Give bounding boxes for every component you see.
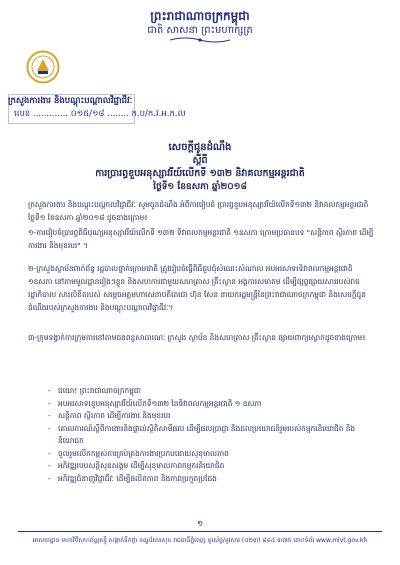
national-motto: ជាតិ សាសនា ព្រះមហាក្សត្រ <box>147 25 253 36</box>
list-item: - សន្តិភាព ស្ថិរភាព ដើម្បីការងារ និងមុខរបរ <box>48 411 171 420</box>
subject-label: ស្តីពី <box>192 155 208 166</box>
list-item: - ជយោ! ព្រះរាជាណាចក្រកម្ពុជា <box>48 386 141 395</box>
list-item: - គោលការណ៍ស្តីពីការងារនិងផ្ទាល់ស្ថិតិសាមីផល ដើម្បីផលប្រាជ្ញា និងជលប្រយោជន៍រួមរបស់កម្មករនិយោជិត និងនិយោជក <box>48 423 356 445</box>
ornament-divider-icon <box>170 36 230 44</box>
reference-number: លេខ ............. ០១៥/១៨ ........ ក.ប/ក.វ.អ.ក.ល <box>14 109 186 119</box>
footer-address: អាសយដ្ឋាន មហាវិថីសហព័ន្ធរុស្ស៊ី សង្កាត់ទឹកថ្លា ខណ្ឌសែនសុខ រាជធានីភ្នំពេញ ទូរស័ព្ទ/ទូរសារ (០២៣) ៨៨៤ ៣៧៥ គេហទំព័រ www.mlvt.gov.kh <box>32 537 368 544</box>
slogan-text: ជយោ! ព្រះរាជាណាចក្រកម្ពុជា <box>58 386 141 395</box>
point-two: ២-ក្រសួងស្ថាប័នពាក់ព័ន្ធ រដ្ឋបាលថ្នាក់ក្រោមជាតិ ត្រូវរៀបចំធ្វើពិធីជួបជុំសំណេះសំណាល អបអរសាទរទិវាពលកម្មអន្តរជាតិ ១ឧសភា នៅតាមមូលដ្ឋានរៀងៗខ្លួន និងសហការជាមួយសហគ្រាស គ្រឹះស្ថាន អង្គការសមាគម ដើម្បីផ្សព្វផ្សាយសាររបស់រាជរដ្ឋាភិបាល សារលិខិតរបស់ សម្តេចអគ្គមហាសេនាបតីតេជោ ហ៊ុន សែន នាយករដ្ឋមន្ត្រីនៃព្រះរាជាណាចក្រកម្ពុជា និងសេចក្តីជូនដំណឹងរបស់ក្រសួងការងារ និងបណ្តុះបណ្តាលវិជ្ជាជីវៈ។ <box>28 264 366 312</box>
ministry-name: ក្រសួងការងារ និងបណ្តុះបណ្តាលវិជ្ជាជីវៈ <box>8 96 133 106</box>
list-item: - អភិវឌ្ឍរបបសន្តិសុខសង្គម ដើម្បីសុខុមាលភាពកម្មករនិយោជិត <box>48 461 225 470</box>
list-item: - ចូលរួមលើកកម្ពស់ការគ្រប់គ្រងការងារប្រកបដោយសុខុមាលភាព <box>48 448 229 458</box>
document-type: សេចក្តីជូនដំណឹង <box>168 142 232 153</box>
slogan-text: គោលការណ៍ស្តីពីការងារនិងផ្ទាល់ស្ថិតិសាមីផល ដើម្បីផលប្រាជ្ញា និងជលប្រយោជន៍រួមរបស់កម្មករនិយោជិត និងនិយោជក <box>58 423 356 445</box>
document-date: ថ្ងៃទី១ ខែឧសភា ឆ្នាំ២០១៨ <box>153 182 247 192</box>
slogan-text: ចូលរួមលើកកម្ពស់ការគ្រប់គ្រងការងារប្រកបដោយសុខុមាលភាព <box>58 448 229 458</box>
slogan-text: អភិវឌ្ឍរបបសន្តិសុខសង្គម ដើម្បីសុខុមាលភាពកម្មករនិយោជិត <box>58 461 225 470</box>
kingdom-heading: ព្រះរាជាណាចក្រកម្ពុជា <box>150 9 250 23</box>
page-number: ១ <box>196 519 204 528</box>
slogan-text: អបអរសាទរខួបអនុស្សាវរីយ៍លើកទី១៣២ នៃទិវាពលកម្មអន្តរជាតិ ១ ឧសភា <box>58 398 262 408</box>
footer-divider <box>18 531 382 532</box>
slogan-list <box>48 385 378 485</box>
point-one: ១-ការរៀបចំប្រារព្ធពិធីបុណ្យអនុស្សាវរីយ៍លើកទី ១៣២ ទិវាពលកម្មអន្តរជាតិ ១ឧសភា ក្រោមប្រធានបទ "សន្តិភាព ស្ថិរភាព ដើម្បីការងារ និងមុខរបរ" ។ <box>28 228 374 250</box>
slogan-text: អភិវឌ្ឍជំនាញវិជ្ជាជីវៈ ដើម្បីផលិតភាព និងភាពប្រកួតប្រជែង <box>58 473 217 483</box>
point-three: ៣-ក្រុមទង្វាក់ការក្រុមការនៅតាមជនពន្ធសាធារណៈ ក្រសួង ស្ថាប័ន និងសហគ្រាស គ្រឹះស្ថាន ផ្សាយពាក្យស្លោកដូចខាងក្រោម៖ <box>28 333 366 342</box>
ministry-logo-icon <box>26 50 60 84</box>
document-title: ការប្រារព្ធខួបអនុស្សាវរីយ៍លើកទី ១៣២ និវាគលកម្មអន្តរជាតិ <box>95 168 305 179</box>
list-item: - អបអរសាទរខួបអនុស្សាវរីយ៍លើកទី១៣២ នៃទិវាពលកម្មអន្តរជាតិ ១ ឧសភា <box>48 398 262 408</box>
intro-paragraph: ក្រសួងការងារ និងបណ្តុះបណ្តាលវិជ្ជាជីវៈ សូមជូនដំណឹង អំពីការរៀបចំ ប្រារព្ធខួបអនុស្សាវរីយ៍លើកទី១៣២ និវាគលកម្មអន្តរជាតិ ថ្ងៃទី១ ខែឧសភា ឆ្នាំ២០១៨ ដូចខាងក្រោម៖ <box>28 200 369 222</box>
list-item: - អភិវឌ្ឍជំនាញវិជ្ជាជីវៈ ដើម្បីផលិតភាព និងភាពប្រកួតប្រជែង <box>48 473 217 483</box>
slogan-text: សន្តិភាព ស្ថិរភាព ដើម្បីការងារ និងមុខរបរ <box>58 411 171 420</box>
